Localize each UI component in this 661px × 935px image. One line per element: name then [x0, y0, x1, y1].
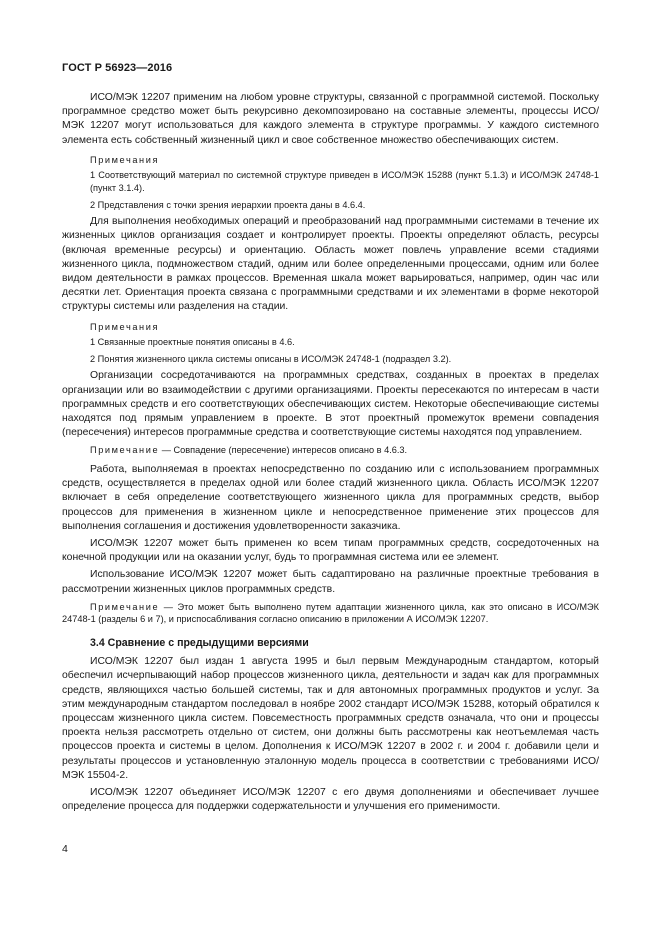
note-4 [62, 601, 599, 626]
note-4-text: — Это может быть выполнено путем адаптации жизненного цикла, как это описано в ИСО/МЭК 24748-1 (разделы 6 и 7), и приспосабливания согласно описанию в приложении А ИСО/МЭК 12207. [62, 601, 599, 625]
paragraph-5: ИСО/МЭК 12207 может быть применен ко всем типам программных средств, сосредоточенных на конечной продукции или на оказании услуг, будь то программная система или ее элемент. [62, 538, 599, 564]
notes-heading-1: Примечания [90, 154, 160, 165]
paragraph-3: Организации сосредотачиваются на программных средствах, созданных в проектах в пределах организации или во взаимодействии с другими организациями. Проекты пересекаются по интересам в части программных средств и его соответствующих обеспечивающих систем. Некоторые обеспечивающие системы находятся под прямым управлением в проекте. В этот проектный промежуток времени совпадения (пересечения) интересов программные средства и соответствующие системы находятся под управлением. [62, 370, 599, 439]
paragraph-8: ИСО/МЭК 12207 объединяет ИСО/МЭК 12207 с его двумя дополнениями и обеспечивает лучшее определение процесса для поддержки содержательности и улучшения его применимости. [62, 787, 599, 813]
paragraph-1: ИСО/МЭК 12207 применим на любом уровне структуры, связанной с программной системой. Поскольку программное средство может быть рекурсивно декомпозировано на составные элементы, процессы ИСО/МЭК 12207 могут использоваться для каждого элемента в структуре программы. У каждого системного элемента есть собственный жизненный цикл и свое собственное множество обеспечивающих систем. [62, 92, 599, 146]
note-2-1: 1 Связанные проектные понятия описаны в 4.6. [90, 337, 295, 348]
notes-heading-2: Примечания [90, 321, 160, 332]
note-4-label: Примечание [90, 601, 160, 612]
note-2-2: 2 Понятия жизненного цикла системы описаны в ИСО/МЭК 24748-1 (подраздел 3.2). [90, 353, 452, 364]
paragraph-2: Для выполнения необходимых операций и преобразований над программными системами в течение их жизненных циклов организация создает и контролирует проекты. Проекты определяют область, ресурсы (включая временные ресурсы) и ориентацию. Область может повлечь управление всеми стадиями жизненного цикла, подмножеством стадий, одним или более определенными процессами, одним или более видом деятельности в рамках процессов. Временная шкала может варьироваться, например, один час или десятки лет. Ориентация проекта связана с программными средствами и их элементами в форме некоторой структуры системы или разделения на стадии. [62, 216, 599, 313]
paragraph-4: Работа, выполняемая в проектах непосредственно по созданию или с использованием программных средств, осуществляется в пределах одной или более стадий жизненного цикла. Область ИСО/МЭК 12207 включает в себя определение соответствующего жизненного цикла для программных средств, выбор процессов для применения в жизненном цикле и непосредственное применение этих процессов для выполнения соглашения и достижения удовлетворенности заказчика. [62, 464, 599, 532]
note-3 [62, 444, 599, 457]
paragraph-7: ИСО/МЭК 12207 был издан 1 августа 1995 и был первым Международным стандартом, который обеспечил исчерпывающий набор процессов жизненного цикла, деятельности и задач как для программных средств, являющихся частью большей системы, так и для автономных программных продуктов и услуг. За этим международным стандартом последовал в ноябре 2002 стандарт ИСО/МЭК 15288, который обратился к процессам жизненного цикла систем. Повсеместность программных средств означала, что они и процессы проекта нельзя рассмотреть отдельно от систем, они должны быть рассмотрены как неотъемлемая часть процессов проекта и системы в целом. Дополнения к ИСО/МЭК 12207 в 2002 г. и 2004 г. добавили цели и результаты процессов и установленную эталонную модель процесса в соответствии с требованиями ИСО/МЭК 15504-2. [62, 656, 599, 781]
document-body [62, 91, 599, 817]
section-title: 3.4 Сравнение с предыдущими версиями [90, 637, 309, 650]
note-1-1: 1 Соответствующий материал по системной структуре приведен в ИСО/МЭК 15288 (пункт 5.1.3) и ИСО/МЭК 24748-1 (пункт 3.1.4). [90, 170, 599, 193]
page-number: 4 [62, 843, 68, 855]
note-3-text: — Совпадение (пересечение) интересов описано в 4.6.3. [159, 445, 408, 456]
paragraph-6: Использование ИСО/МЭК 12207 может быть садаптировано на различные проектные требования в рассмотрении жизненных циклов программных средств. [62, 569, 599, 595]
note-1-2: 2 Представления с точки зрения иерархии проекта даны в 4.6.4. [90, 199, 366, 210]
note-3-label: Примечание [90, 445, 160, 456]
document-header: ГОСТ Р 56923—2016 [62, 62, 173, 74]
